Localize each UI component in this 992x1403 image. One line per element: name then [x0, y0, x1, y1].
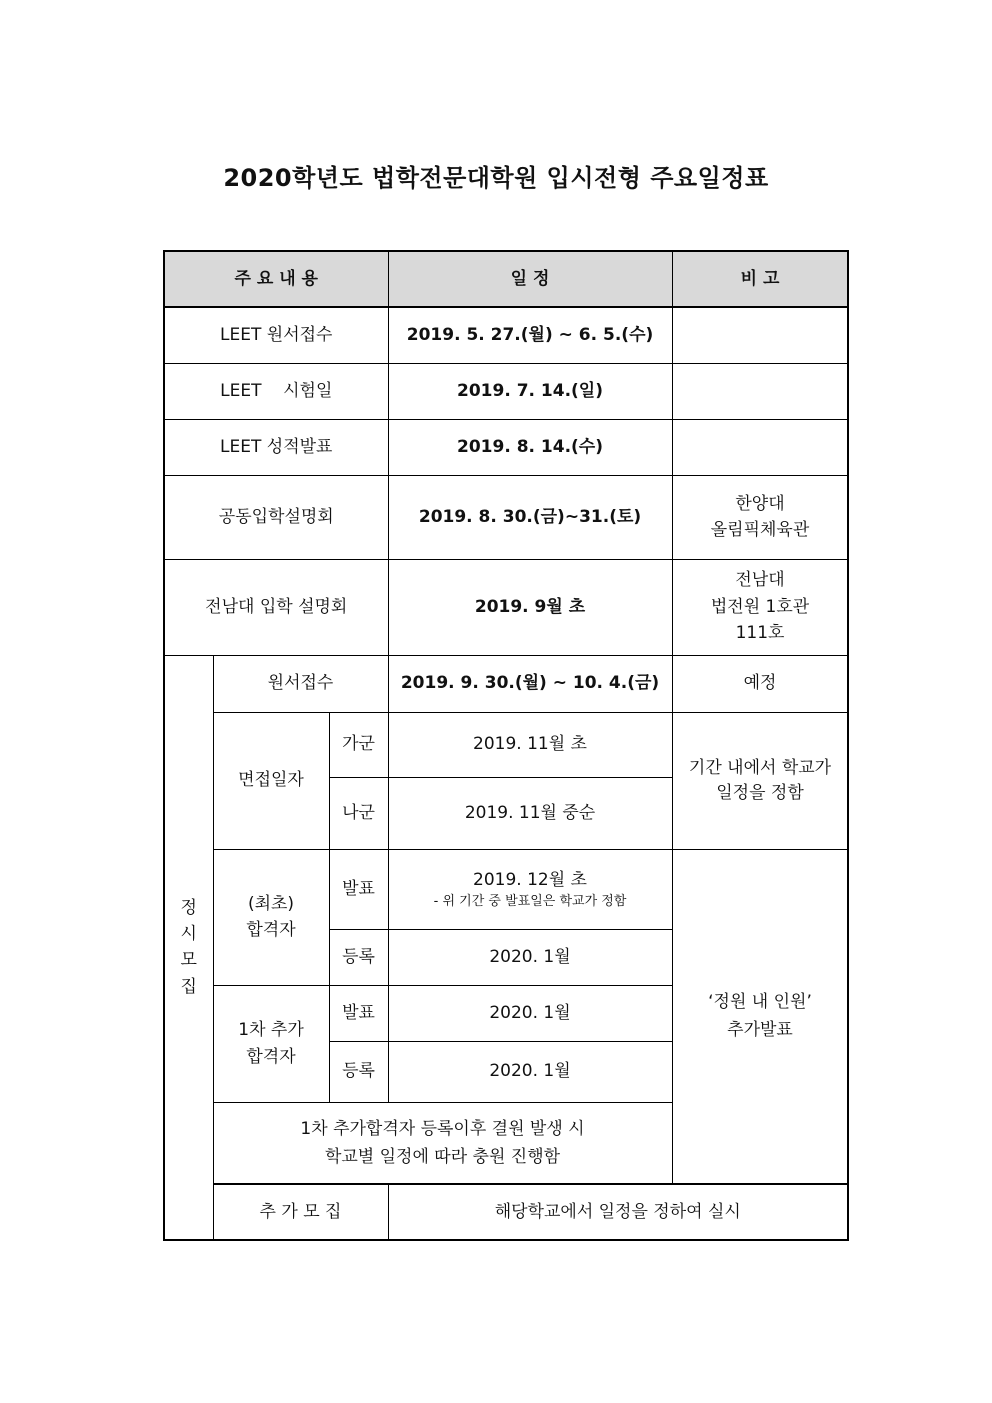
label-line: 합격자	[246, 920, 296, 940]
vertical-char: 집	[180, 976, 197, 997]
date-subnote: - 위 기간 중 발표일은 학교가 정함	[433, 893, 627, 909]
additional-note	[672, 849, 848, 1184]
note-line: 추가발표	[727, 1020, 793, 1041]
row-date: 2019. 5. 27.(월) ~ 6. 5.(수)	[388, 307, 672, 363]
row-note: 예정	[672, 655, 848, 712]
row-date: 2019. 8. 14.(수)	[388, 419, 672, 475]
row-date: 2019. 7. 14.(일)	[388, 363, 672, 419]
note-line: 111호	[735, 623, 785, 644]
row-leet-result	[164, 419, 848, 475]
group-label: 나군	[329, 777, 388, 849]
note-line: 전남대	[735, 570, 785, 591]
row-date: 2019. 11월 중순	[388, 777, 672, 849]
note-line: 일정을 정함	[716, 782, 804, 803]
row-label: LEET 시험일	[164, 363, 388, 419]
vertical-char: 시	[180, 923, 197, 944]
label-line: 1차 추가	[238, 1020, 304, 1041]
row-date: 2020. 1월	[388, 929, 672, 985]
row-leet-exam	[164, 363, 848, 419]
header-note: 비 고	[672, 251, 848, 307]
row-interview-ga	[164, 712, 848, 777]
stage-label: 발표	[329, 849, 388, 929]
row-note	[672, 559, 848, 655]
row-label: 전남대 입학 설명회	[164, 559, 388, 655]
row-date: 2019. 11월 초	[388, 712, 672, 777]
row-label: 원서접수	[213, 655, 388, 712]
row-date	[388, 849, 672, 929]
row-note	[672, 475, 848, 559]
header-schedule: 일 정	[388, 251, 672, 307]
row-date: 2020. 1월	[388, 1041, 672, 1102]
row-note	[672, 307, 848, 363]
row-initial-announce	[164, 849, 848, 929]
text-line: 1차 추가합격자 등록이후 결원 발생 시	[300, 1118, 585, 1139]
note-line: 법전원 1호관	[710, 596, 810, 617]
row-label: LEET 성적발표	[164, 419, 388, 475]
note-line: 기간 내에서 학교가	[688, 757, 832, 778]
stage-label: 등록	[329, 929, 388, 985]
vertical-char: 정	[180, 897, 197, 918]
header-content: 주 요 내 용	[164, 251, 388, 307]
row-joint-fair	[164, 475, 848, 559]
row-note	[672, 419, 848, 475]
label-line: (최초)	[247, 893, 295, 914]
row-date: 2019. 8. 30.(금)~31.(토)	[388, 475, 672, 559]
schedule-table	[163, 250, 849, 1241]
row-cnu-fair	[164, 559, 848, 655]
note-line: 한양대	[735, 493, 785, 514]
text-line: 학교별 일정에 따라 충원 진행함	[324, 1146, 561, 1167]
regular-admission-label	[164, 655, 213, 1240]
header-row	[164, 251, 848, 307]
stage-label: 등록	[329, 1041, 388, 1102]
row-date: 2019. 9. 30.(월) ~ 10. 4.(금)	[388, 655, 672, 712]
interview-label: 면접일자	[213, 712, 329, 849]
row-leet-apply	[164, 307, 848, 363]
note-line: 올림픽체육관	[710, 520, 810, 540]
row-label: 공동입학설명회	[164, 475, 388, 559]
row-label: 추 가 모 집	[213, 1184, 388, 1240]
additional-pass-label	[213, 985, 329, 1102]
interview-note	[672, 712, 848, 849]
refill-text	[213, 1102, 672, 1184]
row-text: 해당학교에서 일정을 정하여 실시	[388, 1184, 848, 1240]
row-date: 2019. 9월 초	[388, 559, 672, 655]
stage-label: 발표	[329, 985, 388, 1041]
row-label: LEET 원서접수	[164, 307, 388, 363]
row-extra	[164, 1184, 848, 1240]
row-date: 2020. 1월	[388, 985, 672, 1041]
label-line: 합격자	[246, 1046, 296, 1067]
initial-pass-label	[213, 849, 329, 985]
group-label: 가군	[329, 712, 388, 777]
vertical-char: 모	[180, 950, 197, 971]
row-note	[672, 363, 848, 419]
page-title: 2020학년도 법학전문대학원 입시전형 주요일정표	[223, 164, 769, 192]
row-regular-apply	[164, 655, 848, 712]
date-text: 2019. 12월 초	[473, 870, 587, 891]
note-line: ‘정원 내 인원’	[708, 992, 812, 1013]
